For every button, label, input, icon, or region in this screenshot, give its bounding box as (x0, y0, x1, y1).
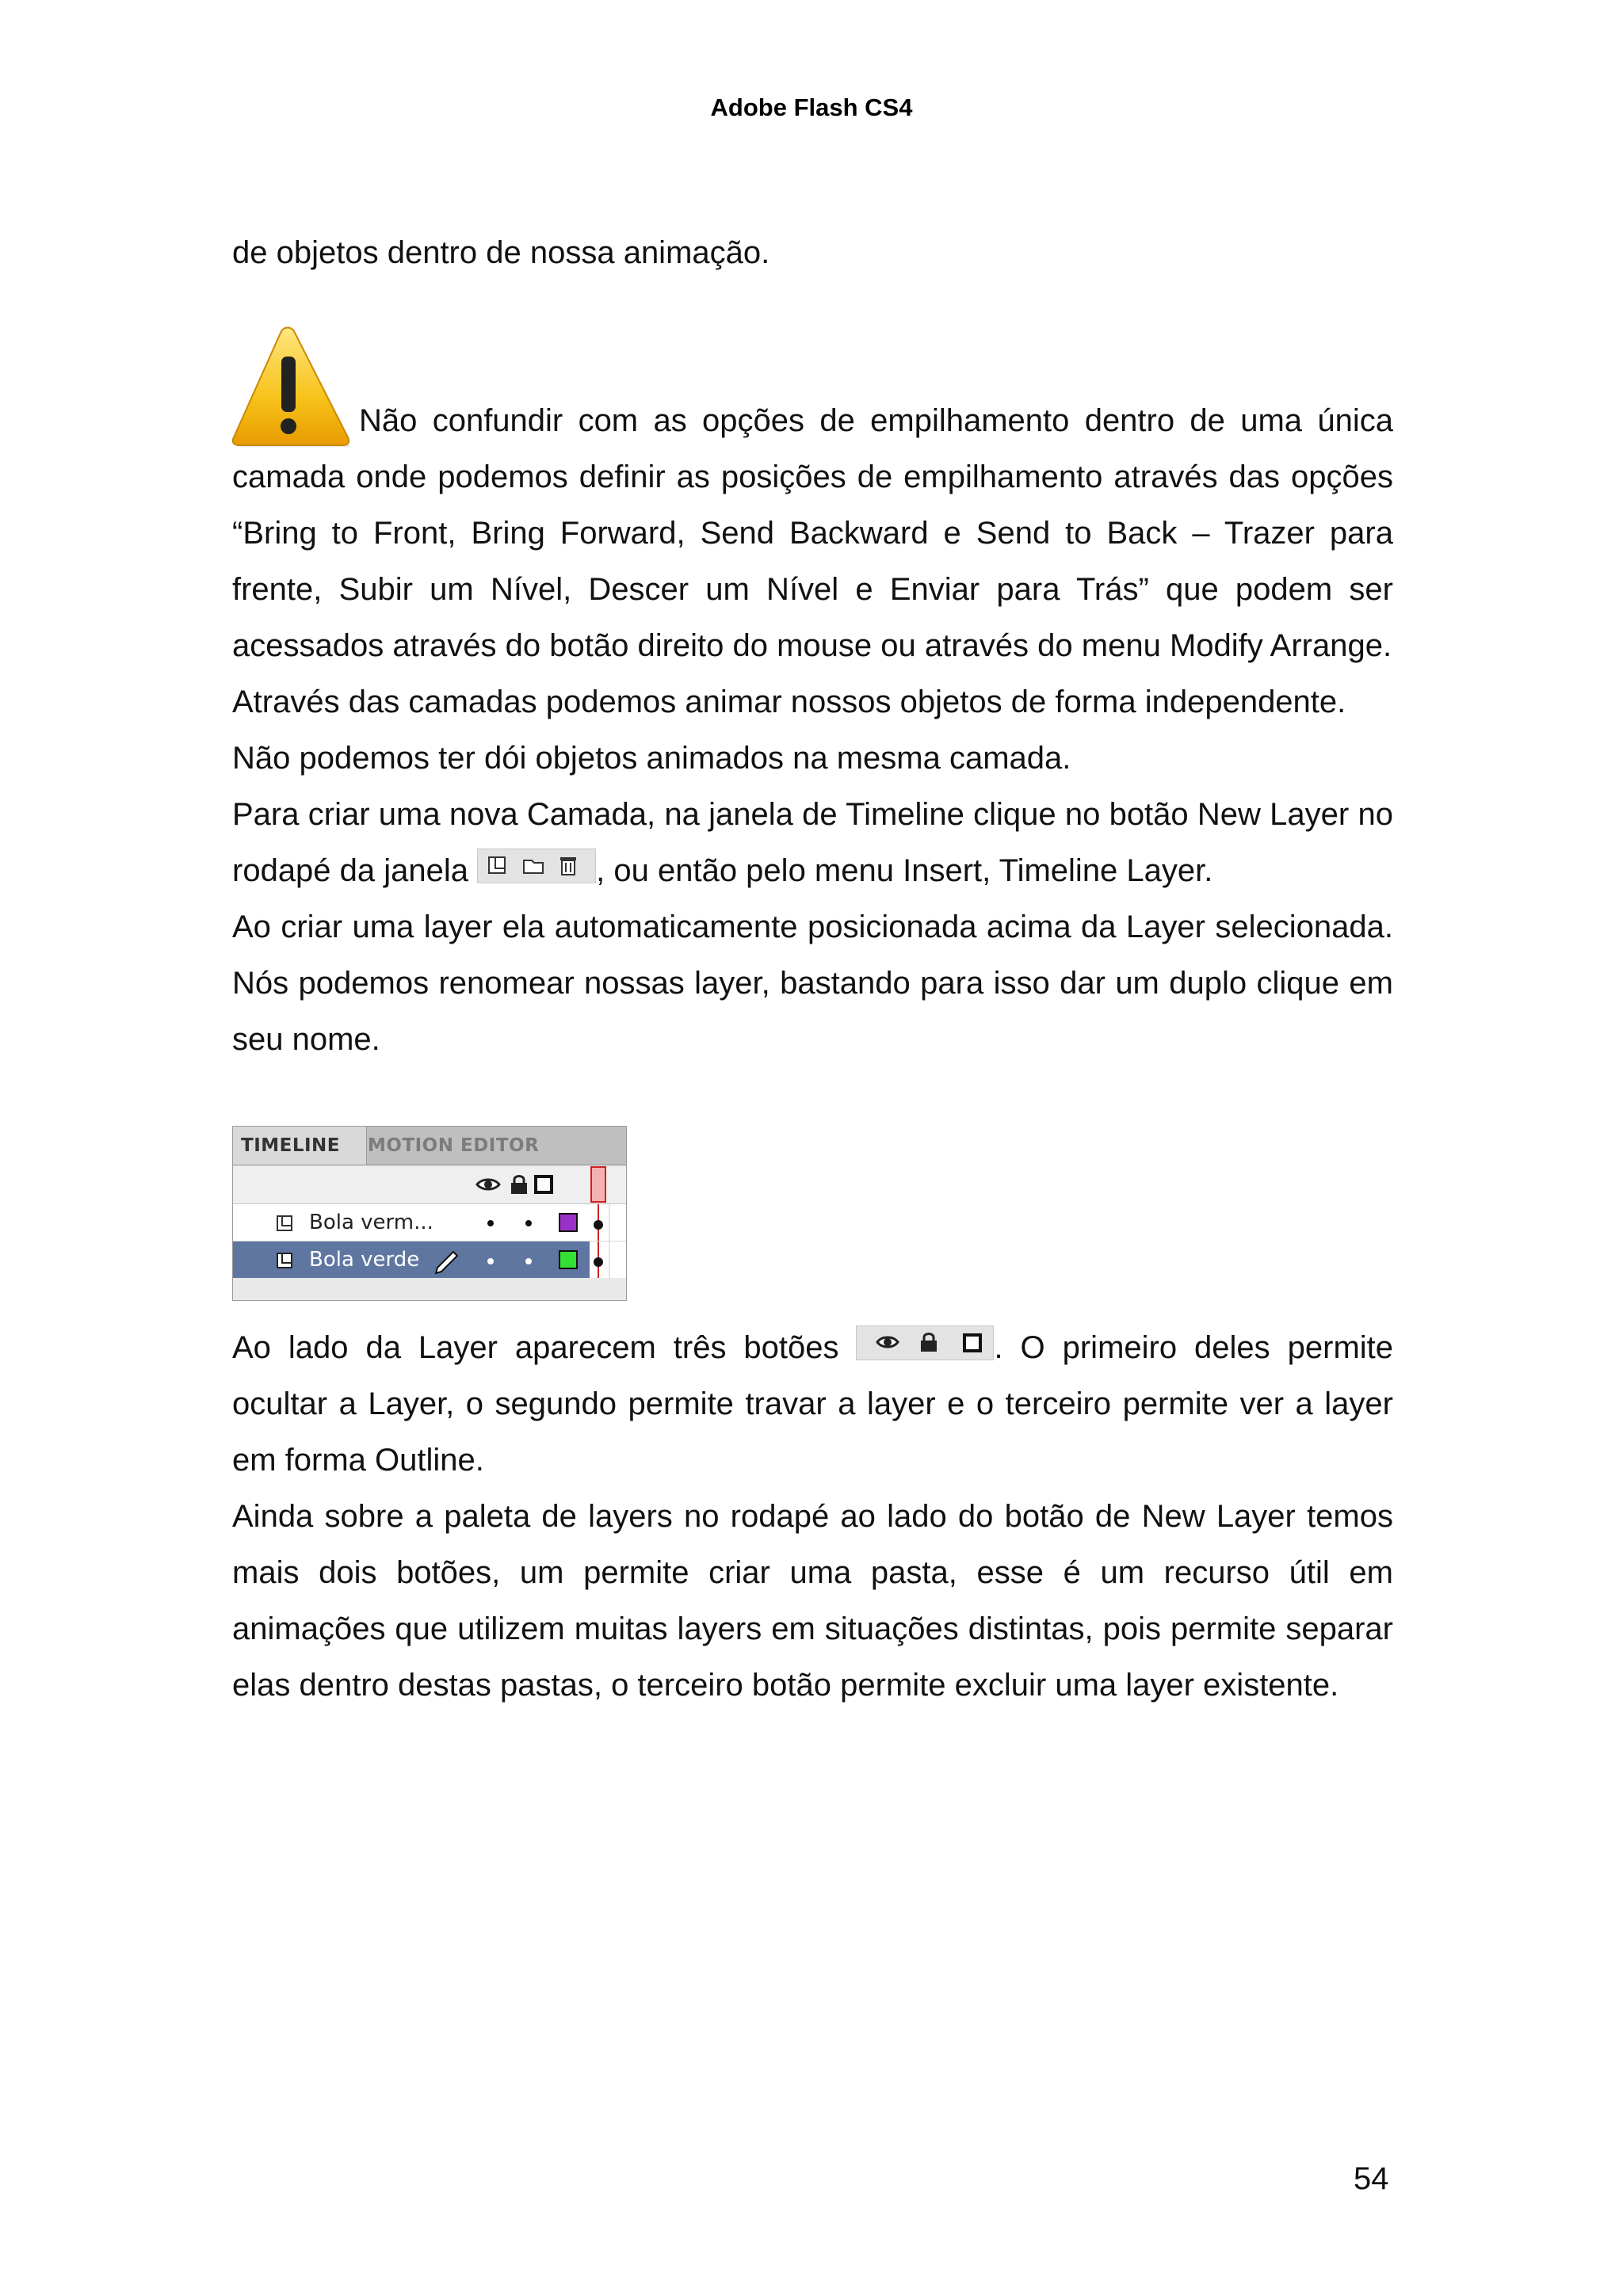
paragraph-7-part-1: Ao lado da Layer aparecem três botões (232, 1330, 857, 1365)
layer-name[interactable]: Bola verde (309, 1248, 420, 1272)
warning-text: Não confundir com as opções de empilhamento dentro de uma única camada onde podemos definir as posições de empilhamento através das opções “Bring to Front, Bring Forward, Send Backward e Send to Back – Trazer para frente, Subir um Nível, Descer um Nível e Enviar para Trás” que podem ser acessados através do botão direito do mouse ou através do menu Modify Arrange. (232, 403, 1393, 663)
paragraph-5-part-2: , ou então pelo menu Insert, Timeline Layer. (596, 853, 1213, 888)
new-folder-icon (524, 860, 543, 873)
lock-icon (921, 1334, 937, 1352)
new-layer-toolbar-image (477, 849, 596, 883)
lock-icon (511, 1177, 527, 1195)
body-text-bottom (232, 1320, 1393, 1714)
timeline-panel-image (232, 1126, 627, 1301)
tab-motion-editor[interactable]: MOTION EDITOR (368, 1135, 540, 1156)
keyframe (594, 1220, 603, 1230)
outline-square-icon (964, 1335, 980, 1351)
warning-icon (232, 326, 351, 449)
paragraph-4: Não podemos ter dói objetos animados na mesma camada. (232, 741, 1071, 776)
timeline-footer (233, 1278, 626, 1300)
paragraph-5 (232, 787, 1393, 899)
new-layer-icon (489, 857, 505, 873)
layer-icon (277, 1216, 292, 1230)
body-text-top (232, 225, 1393, 1068)
outline-square-icon (536, 1177, 552, 1192)
timeline-header-row (233, 1165, 626, 1204)
layer-color-swatch (559, 1214, 577, 1231)
page-number: 54 (1354, 2161, 1389, 2196)
trash-icon (560, 857, 576, 875)
playhead (591, 1167, 605, 1202)
paragraph-6: Ao criar uma layer ela automaticamente posicionada acima da Layer selecionada. Nós podemos renomear nossas layer, bastando para isso dar um duplo clique em seu nome. (232, 910, 1393, 1057)
eye-icon (477, 1180, 499, 1189)
layer-name[interactable]: Bola verm... (309, 1211, 433, 1234)
layer-row-selected[interactable] (233, 1241, 626, 1278)
paragraph-8: Ainda sobre a paleta de layers no rodapé ao lado do botão de New Layer temos mais dois botões, um permite criar uma pasta, esse é um recurso útil em animações que utilizem muitas layers em situações distintas, pois permite separar elas dentro destas pastas, o terceiro botão permite excluir uma layer existente. (232, 1499, 1393, 1703)
visibility-dot (487, 1220, 494, 1226)
warning-paragraph (232, 326, 1393, 674)
paragraph-5-part-1: Para criar uma nova Camada, na janela de Timeline clique no botão New Layer no rodapé da janela (232, 797, 1393, 888)
timeline-tabs (233, 1127, 626, 1165)
pencil-icon (436, 1252, 457, 1273)
paragraph-7 (232, 1320, 1393, 1489)
layer-color-swatch (559, 1251, 577, 1268)
paragraph-1: de objetos dentro de nossa animação. (232, 235, 770, 270)
page-header: Adobe Flash CS4 (710, 93, 913, 121)
visibility-dot (487, 1258, 494, 1264)
tab-timeline[interactable]: TIMELINE (233, 1127, 367, 1165)
paragraph-7-part-2: . O primeiro deles permite ocultar a Layer, o segundo permite travar a layer e o terceiro permite ver a layer em forma Outline. (232, 1330, 1394, 1478)
layer-row[interactable] (233, 1204, 626, 1241)
layer-icon (277, 1253, 292, 1268)
eye-icon (877, 1337, 898, 1347)
lock-dot (525, 1258, 532, 1264)
paragraph-3: Através das camadas podemos animar nossos objetos de forma independente. (232, 685, 1346, 719)
keyframe (594, 1257, 603, 1267)
layer-buttons-image (856, 1325, 994, 1360)
lock-dot (525, 1220, 532, 1226)
